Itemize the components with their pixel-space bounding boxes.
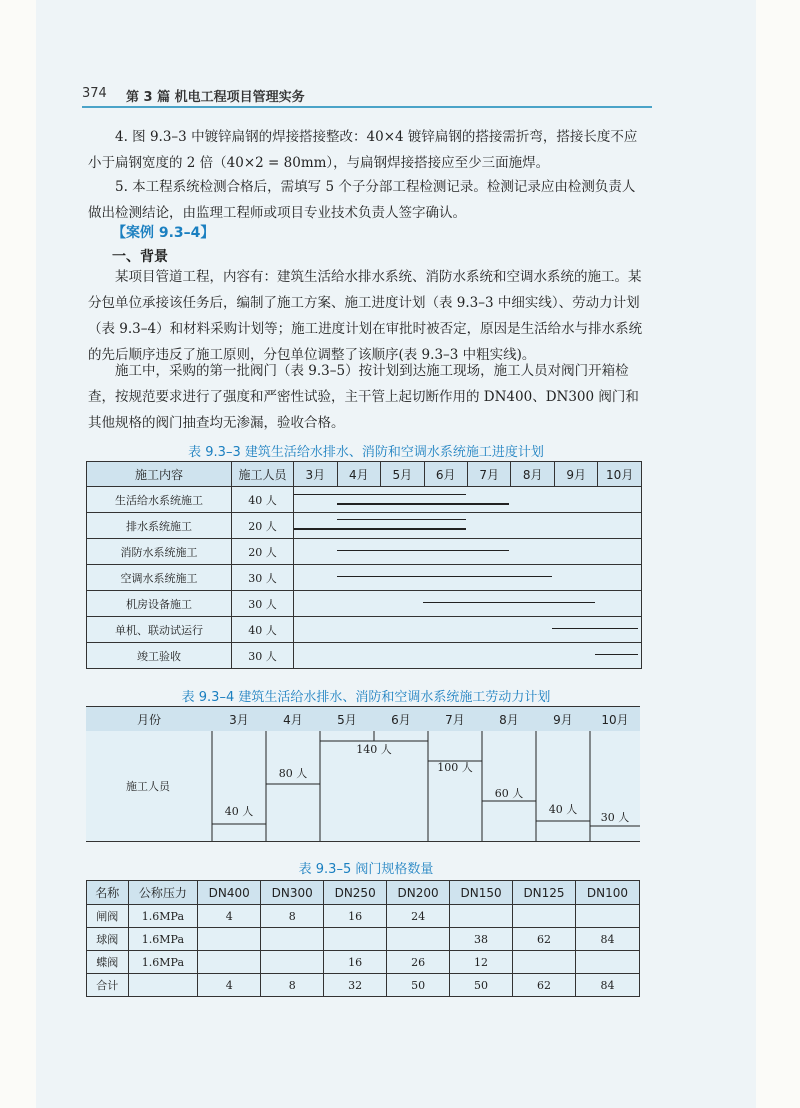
header-pressure: 公称压力 — [128, 881, 198, 905]
valve-qty — [450, 905, 513, 928]
valve-qty — [575, 951, 639, 974]
header-size: DN250 — [324, 881, 387, 905]
plan-bar — [595, 654, 638, 655]
chapter-title: 第 3 篇 机电工程项目管理实务 — [126, 90, 305, 105]
planned-bar — [294, 494, 466, 495]
valve-qty: 4 — [198, 974, 261, 997]
valve-qty: 32 — [324, 974, 387, 997]
valve-pressure: 1.6MPa — [128, 928, 198, 951]
header-month-label: 月份 — [136, 713, 161, 727]
gantt-cell — [294, 643, 642, 669]
task-cell: 竣工验收 — [87, 643, 232, 669]
gantt-cell — [294, 591, 642, 617]
valve-pressure: 1.6MPa — [128, 905, 198, 928]
valve-qty: 50 — [387, 974, 450, 997]
header-size: DN200 — [387, 881, 450, 905]
valve-pressure: 1.6MPa — [128, 951, 198, 974]
task-cell: 空调水系统施工 — [87, 565, 232, 591]
header-size: DN125 — [513, 881, 576, 905]
header-month: 8月 — [499, 713, 519, 727]
plan-bar — [337, 550, 509, 551]
valve-qty — [261, 951, 324, 974]
table-row — [87, 928, 640, 951]
valve-qty — [387, 928, 450, 951]
valve-qty: 4 — [198, 905, 261, 928]
page-number: 374 — [82, 86, 107, 101]
header-month: 8月 — [511, 462, 554, 487]
valve-qty: 38 — [450, 928, 513, 951]
task-cell: 单机、联动试运行 — [87, 617, 232, 643]
background-paragraph-1: 某项目管道工程，内容有：建筑生活给水排水系统、消防水系统和空调水系统的施工。某分包单位承接该任务后，编制了施工方案、施工进度计划（表 9.3–3 中细实线）、劳动力计划（表 9.3–4）和材料采购计划等；施工进度计划在审批时被否定，原因是生活给水与排水系统的先后顺序违反了施工原则，分包单位调整了该顺序(表 9.3–3 中粗实线)。 — [88, 269, 643, 363]
workers-cell: 40 人 — [231, 617, 293, 643]
adjusted-bar — [294, 528, 466, 530]
valve-qty — [513, 951, 576, 974]
labor-value: 140 人 — [356, 743, 392, 756]
table-93-5-caption: 表 9.3–5 阀门规格数量 — [298, 862, 434, 877]
labor-value: 40 人 — [548, 803, 578, 816]
header-month: 3月 — [294, 462, 337, 487]
gantt-cell — [294, 513, 642, 539]
valve-qty — [198, 951, 261, 974]
plan-bar — [552, 628, 638, 629]
gantt-cell — [294, 565, 642, 591]
valve-qty: 16 — [324, 951, 387, 974]
valve-table — [86, 880, 640, 997]
plan-bar — [423, 602, 595, 603]
page-header — [82, 82, 652, 108]
valve-qty — [198, 928, 261, 951]
labor-value: 60 人 — [494, 787, 524, 800]
header-month: 4月 — [337, 462, 380, 487]
valve-qty: 8 — [261, 905, 324, 928]
paragraph-5: 5. 本工程系统检测合格后，需填写 5 个子分部工程检测记录。检测记录应由检测负责人做出检测结论，由监理工程师或项目专业技术负责人签字确认。 — [88, 179, 636, 221]
header-month: 5月 — [381, 462, 424, 487]
valve-qty: 84 — [575, 928, 639, 951]
valve-qty: 8 — [261, 974, 324, 997]
valve-qty: 24 — [387, 905, 450, 928]
table-row — [87, 951, 640, 974]
table-row — [87, 591, 642, 617]
labor-value: 30 人 — [600, 811, 630, 824]
header-workers: 施工人员 — [231, 462, 293, 487]
valve-qty: 84 — [575, 974, 639, 997]
paragraph-4: 4. 图 9.3–3 中镀锌扁钢的焊接搭接整改：40×4 镀锌扁钢的搭接需折弯，搭接长度不应小于扁钢宽度的 2 倍（40×2 = 80mm），与扁钢焊接搭接应至少三面施焊。 — [88, 129, 638, 171]
valve-name: 球阀 — [87, 928, 129, 951]
table-row — [87, 513, 642, 539]
valve-qty: 50 — [450, 974, 513, 997]
task-cell: 生活给水系统施工 — [87, 487, 232, 513]
task-cell: 排水系统施工 — [87, 513, 232, 539]
valve-name: 闸阀 — [87, 905, 129, 928]
header-month: 10月 — [598, 462, 642, 487]
valve-qty — [261, 928, 324, 951]
valve-qty: 62 — [513, 974, 576, 997]
case-title: 【案例 9.3–4】 — [112, 225, 215, 241]
valve-qty: 12 — [450, 951, 513, 974]
gantt-cell — [294, 487, 642, 513]
header-name: 名称 — [87, 881, 129, 905]
workers-cell: 20 人 — [231, 539, 293, 565]
header-size: DN400 — [198, 881, 261, 905]
labor-histogram — [86, 731, 640, 841]
header-month: 7月 — [445, 713, 465, 727]
labor-value: 40 人 — [224, 805, 254, 818]
adjusted-bar — [337, 503, 509, 505]
header-month: 6月 — [424, 462, 467, 487]
valve-pressure — [128, 974, 198, 997]
labor-table-header — [86, 706, 640, 732]
header-size: DN300 — [261, 881, 324, 905]
labor-value: 80 人 — [278, 767, 308, 780]
header-size: DN150 — [450, 881, 513, 905]
background-paragraph-2: 施工中，采购的第一批阀门（表 9.3–5）按计划到达施工现场，施工人员对阀门开箱检查，按规范要求进行了强度和严密性试验，主干管上起切断作用的 DN400、DN300 阀门和其他规格的阀门抽查均无渗漏，验收合格。 — [88, 363, 639, 431]
table-row — [87, 487, 642, 513]
workers-cell: 30 人 — [231, 565, 293, 591]
labor-table — [86, 706, 640, 842]
labor-value: 100 人 — [437, 761, 473, 774]
header-month: 3月 — [229, 713, 249, 727]
gantt-cell — [294, 539, 642, 565]
header-month: 5月 — [337, 713, 357, 727]
valve-qty: 16 — [324, 905, 387, 928]
gantt-cell — [294, 617, 642, 643]
header-month: 9月 — [554, 462, 597, 487]
workers-row-label: 施工人员 — [126, 780, 170, 793]
table-row-total — [87, 974, 640, 997]
workers-cell: 30 人 — [231, 591, 293, 617]
schedule-table — [86, 461, 642, 669]
header-rule — [82, 106, 652, 108]
section-title: 一、背景 — [112, 249, 168, 265]
valve-qty — [324, 928, 387, 951]
header-month: 4月 — [283, 713, 303, 727]
valve-qty — [513, 905, 576, 928]
table-row — [87, 565, 642, 591]
header-month: 7月 — [467, 462, 510, 487]
table-row — [87, 643, 642, 669]
table-row — [87, 539, 642, 565]
header-task: 施工内容 — [87, 462, 232, 487]
header-size: DN100 — [575, 881, 639, 905]
task-cell: 机房设备施工 — [87, 591, 232, 617]
valve-name: 蝶阀 — [87, 951, 129, 974]
workers-cell: 30 人 — [231, 643, 293, 669]
valve-qty: 26 — [387, 951, 450, 974]
labor-table-body — [86, 731, 640, 842]
header-month: 6月 — [391, 713, 411, 727]
table-row — [87, 617, 642, 643]
workers-cell: 20 人 — [231, 513, 293, 539]
plan-bar — [337, 576, 552, 577]
valve-qty: 62 — [513, 928, 576, 951]
workers-cell: 40 人 — [231, 487, 293, 513]
table-93-4-caption: 表 9.3–4 建筑生活给水排水、消防和空调水系统施工劳动力计划 — [181, 690, 551, 705]
planned-bar — [337, 519, 466, 520]
valve-qty — [575, 905, 639, 928]
task-cell: 消防水系统施工 — [87, 539, 232, 565]
header-month: 10月 — [601, 713, 629, 727]
valve-name: 合计 — [87, 974, 129, 997]
header-month: 9月 — [553, 713, 573, 727]
table-row — [87, 905, 640, 928]
table-93-3-caption: 表 9.3–3 建筑生活给水排水、消防和空调水系统施工进度计划 — [188, 445, 544, 460]
labor-outline — [212, 741, 640, 841]
